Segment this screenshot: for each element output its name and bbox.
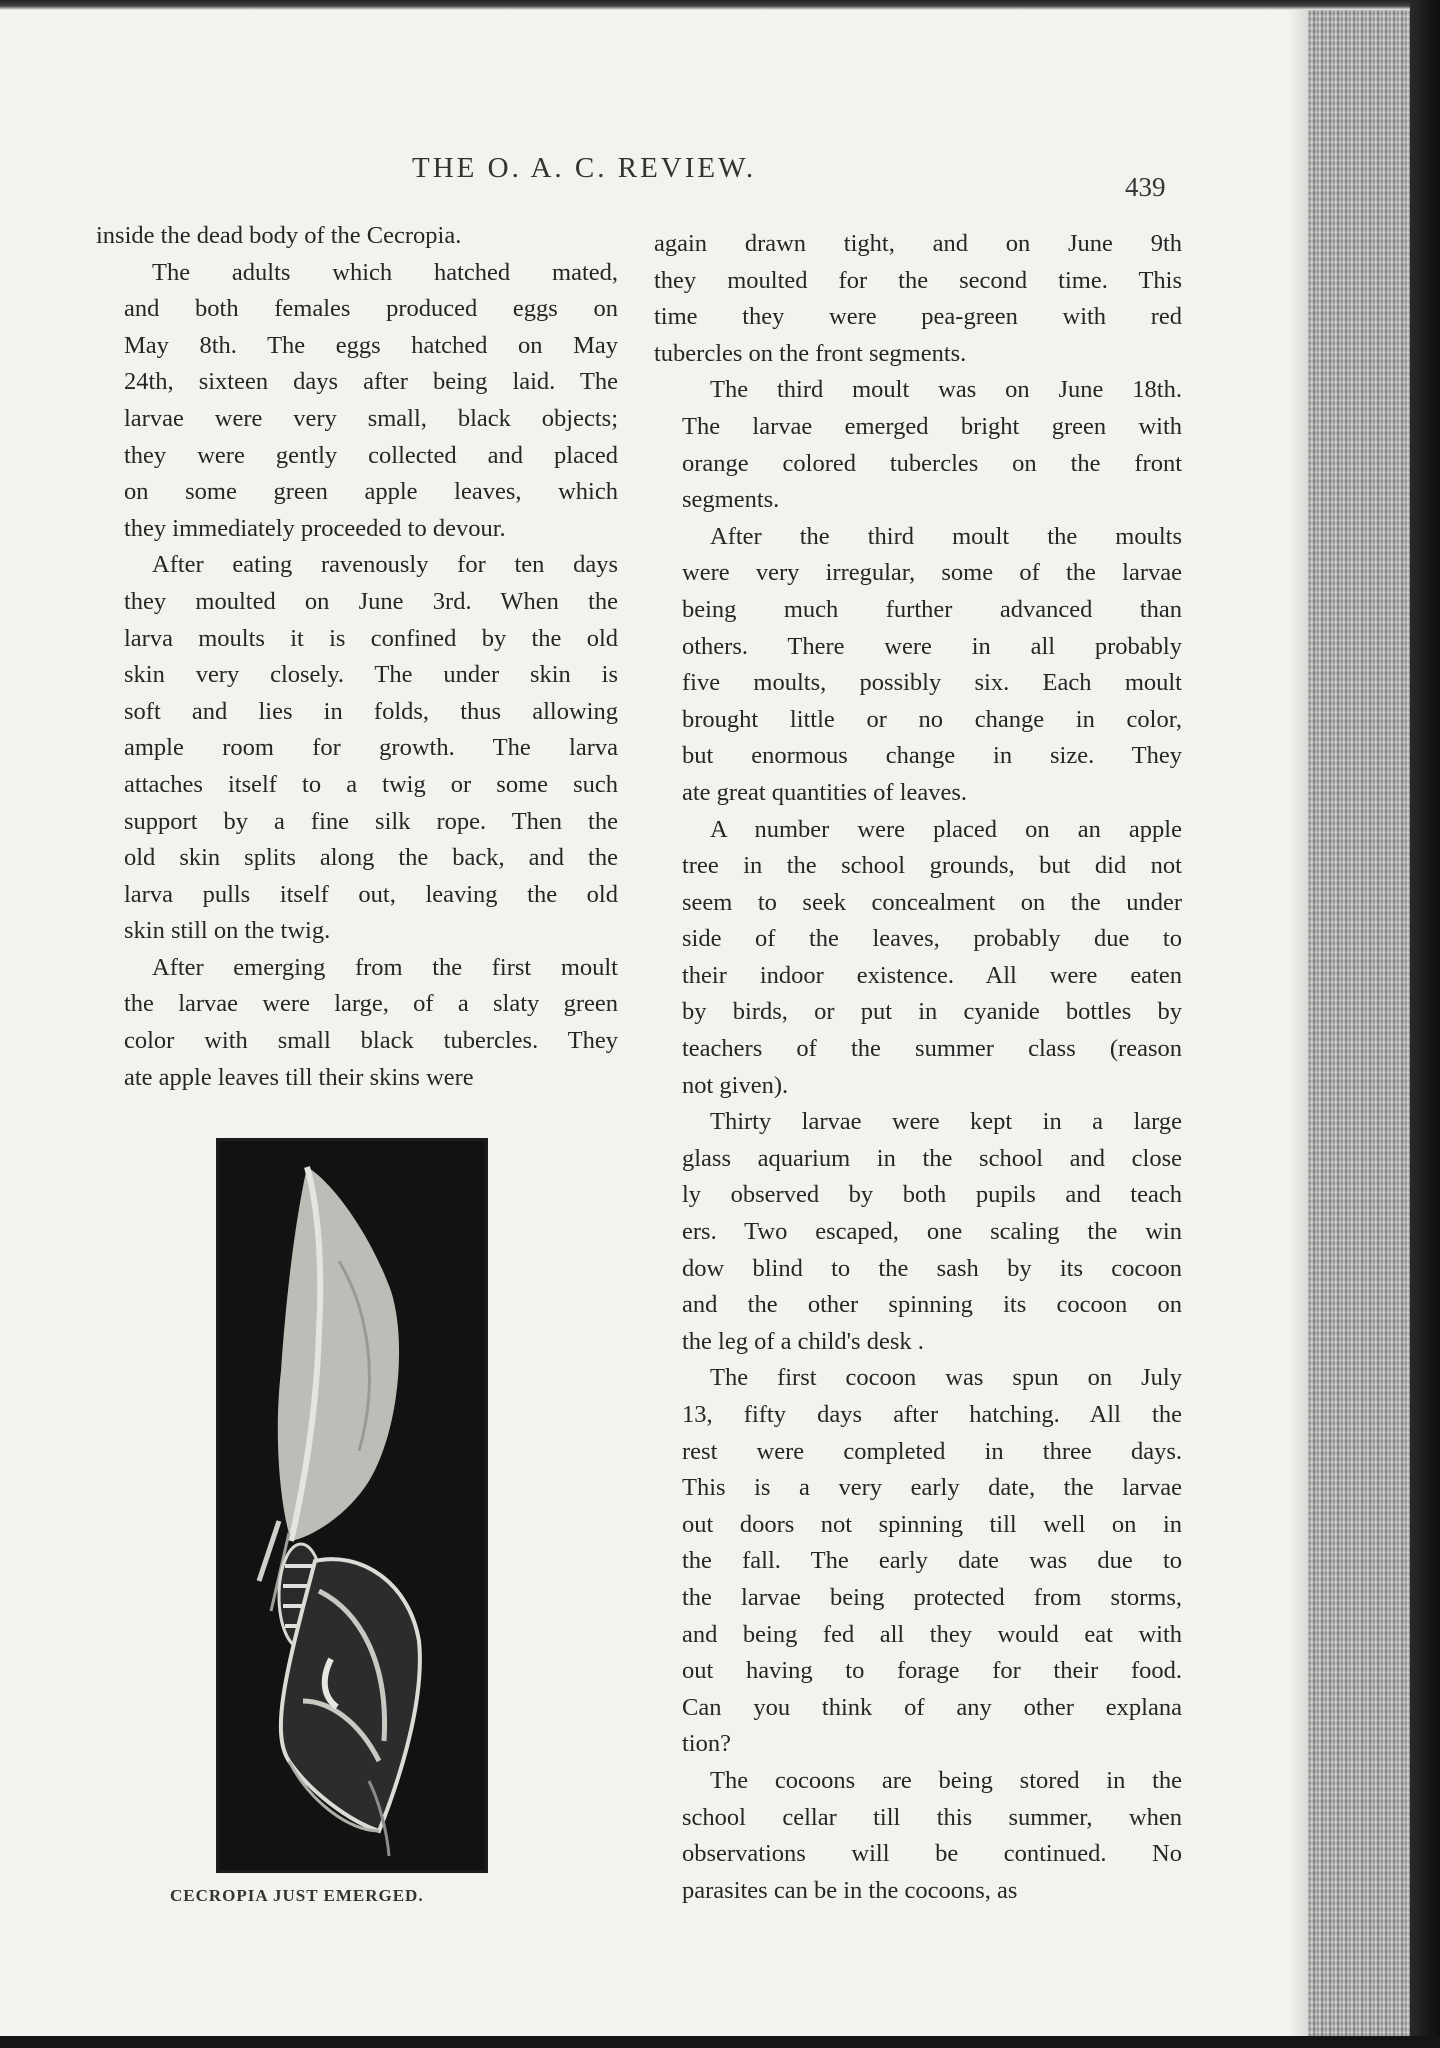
text-line: and the other spinning its cocoon on [682,1291,1182,1319]
text-line: Can you think of any other explana [682,1693,1182,1721]
text-line: The first cocoon was spun on July [710,1364,1182,1392]
cecropia-moth-illustration [219,1141,485,1870]
text-line: skin still on the twig. [124,917,331,945]
text-line: five moults, possibly six. Each moult [682,669,1182,697]
text-line: attaches itself to a twig or some such [124,770,618,798]
text-line: After the third moult the moults [710,522,1182,550]
text-line: side of the leaves, probably due to [682,925,1182,953]
text-line: The adults which hatched mated, [152,258,618,286]
left-column-paragraph [96,218,618,255]
text-line: but enormous change in size. They [682,742,1182,770]
text-line: they moulted for the second time. This [654,266,1182,294]
right-text-column [654,226,1182,1909]
left-column-paragraph [96,950,618,1096]
text-line: brought little or no change in color, [682,705,1182,733]
text-line: Thirty larvae were kept in a large [710,1108,1182,1136]
text-line: larvae were very small, black objects; [124,404,618,432]
text-line: observations will be continued. No [682,1840,1182,1868]
text-line: seem to seek concealment on the under [682,888,1182,916]
book-bottom-edge [0,2036,1440,2048]
book-page-edges [1308,10,1410,2036]
text-line: by birds, or put in cyanide bottles by [682,998,1182,1026]
text-line: inside the dead body of the Cecropia. [96,222,462,249]
text-line: rest were completed in three days. [682,1437,1182,1465]
right-column-paragraph [654,1763,1182,1909]
text-line: support by a fine silk rope. Then the [124,807,618,835]
right-column-paragraph [654,226,1182,372]
text-line: and both females produced eggs on [124,295,618,323]
figure-caption: CECROPIA JUST EMERGED. [170,1886,424,1905]
text-line: the larvae being protected from storms, [682,1583,1182,1611]
right-column-paragraph [654,1360,1182,1763]
right-column-paragraph [654,1104,1182,1360]
text-line: This is a very early date, the larvae [682,1474,1182,1502]
cecropia-moth-photo [216,1138,488,1873]
text-line: and being fed all they would eat with [682,1620,1182,1648]
text-line: school cellar till this summer, when [682,1803,1182,1831]
left-text-column [96,218,618,1096]
text-line: the leg of a child's desk . [682,1327,924,1355]
left-column-paragraph [96,547,618,950]
text-line: the fall. The early date was due to [682,1547,1182,1575]
text-line: time they were pea-green with red [654,303,1182,331]
text-line: color with small black tubercles. They [124,1027,618,1055]
text-line: out having to forage for their food. [682,1657,1182,1685]
text-line: 13, fifty days after hatching. All the [682,1401,1182,1428]
text-line: A number were placed on an apple [710,815,1182,843]
text-line: tubercles on the front segments. [654,339,967,367]
text-line: The larvae emerged bright green with [682,412,1182,440]
text-line: soft and lies in folds, thus allowing [124,697,618,725]
text-line: were very irregular, some of the larvae [682,559,1182,587]
running-head: THE O. A. C. REVIEW. [412,152,757,184]
book-cover-rim [1410,0,1440,2048]
text-line: May 8th. The eggs hatched on May [124,331,618,359]
text-line: orange colored tubercles on the front [682,449,1182,477]
text-line: parasites can be in the cocoons, as [682,1876,1018,1904]
text-line: the larvae were large, of a slaty green [124,990,618,1018]
book-top-edge [0,0,1440,10]
text-line: ly observed by both pupils and teach [682,1181,1182,1209]
text-line: teachers of the summer class (reason [682,1035,1182,1063]
right-column-paragraph [654,812,1182,1105]
left-column-paragraph [96,255,618,548]
text-line: ate great quantities of leaves. [682,778,968,806]
text-line: tree in the school grounds, but did not [682,852,1182,880]
text-line: not given). [682,1071,789,1099]
text-line: on some green apple leaves, which [124,478,618,506]
text-line: The third moult was on June 18th. [710,376,1182,404]
text-line: tion? [682,1730,731,1758]
text-line: larva moults it is confined by the old [124,624,618,652]
gutter-shadow [1290,10,1310,2036]
text-line: they moulted on June 3rd. When the [124,587,618,615]
text-line: skin very closely. The under skin is [124,661,618,689]
text-line: ate apple leaves till their skins were [124,1063,474,1091]
text-line: old skin splits along the back, and the [124,844,618,872]
text-line: glass aquarium in the school and close [682,1144,1182,1172]
text-line: larva pulls itself out, leaving the old [124,880,618,908]
page-number: 439 [1125,172,1166,202]
text-line: 24th, sixteen days after being laid. The [124,368,618,396]
text-line: being much further advanced than [682,595,1182,623]
text-line: they immediately proceeded to devour. [124,514,506,542]
text-line: again drawn tight, and on June 9th [654,230,1182,257]
text-line: segments. [682,486,780,514]
text-line: they were gently collected and placed [124,441,618,469]
text-line: The cocoons are being stored in the [710,1766,1182,1794]
text-line: their indoor existence. All were eaten [682,961,1182,989]
text-line: dow blind to the sash by its cocoon [682,1254,1182,1282]
right-column-paragraph [654,372,1182,518]
text-line: ers. Two escaped, one scaling the win [682,1218,1182,1246]
text-line: out doors not spinning till well on in [682,1510,1182,1538]
text-line: After eating ravenously for ten days [152,551,618,579]
text-line: ample room for growth. The larva [124,734,618,762]
text-line: others. There were in all probably [682,632,1182,660]
text-line: After emerging from the first moult [152,953,618,981]
right-column-paragraph [654,519,1182,812]
